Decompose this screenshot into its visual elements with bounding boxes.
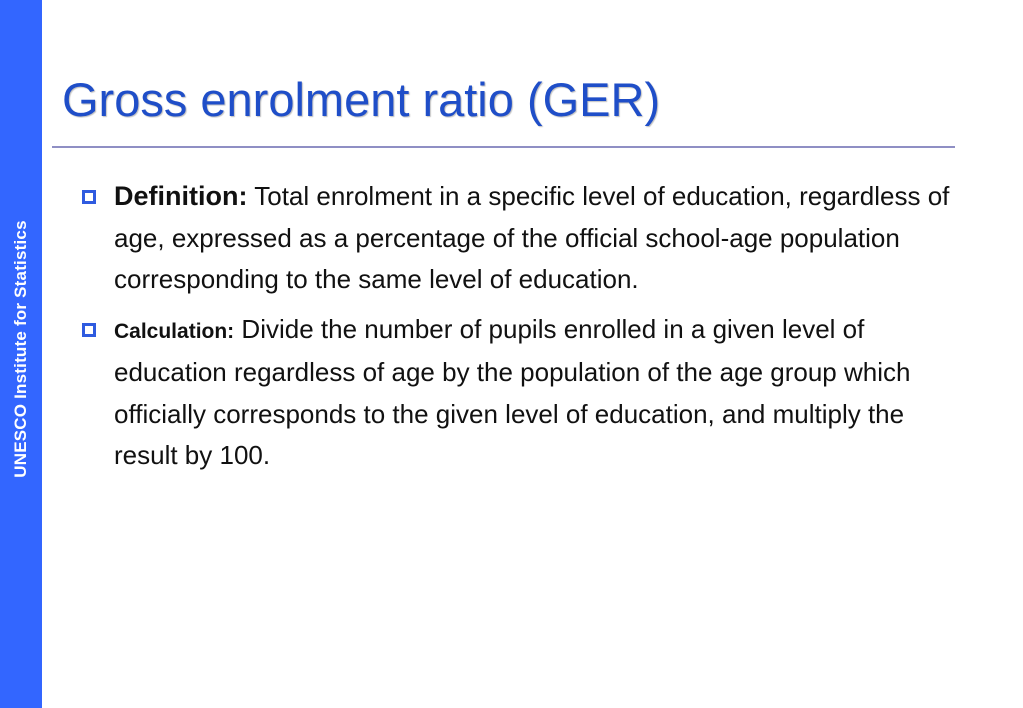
definition-text: Total enrolment in a specific level of education, regardless of age, expressed as a percentage of the official school-age population corresponding to the same level of education.	[114, 181, 950, 294]
title-divider	[52, 146, 955, 148]
definition-term: Definition:	[114, 181, 248, 211]
bullet-definition	[78, 176, 958, 301]
sidebar-label: UNESCO Institute for Statistics	[11, 220, 30, 478]
side-bar	[0, 0, 42, 708]
bullet-calculation	[78, 309, 958, 477]
bullet-list	[78, 176, 958, 485]
slide-title: Gross enrolment ratio (GER)	[62, 73, 661, 126]
hollow-square-bullet-icon	[82, 190, 96, 204]
calculation-term: Calculation:	[114, 319, 235, 343]
hollow-square-bullet-icon	[82, 323, 96, 337]
calculation-text: Divide the number of pupils enrolled in a given level of education regardless of age by the population of the age group which officially corresponds to the given level of education, and multiply the result by 100.	[114, 313, 911, 470]
